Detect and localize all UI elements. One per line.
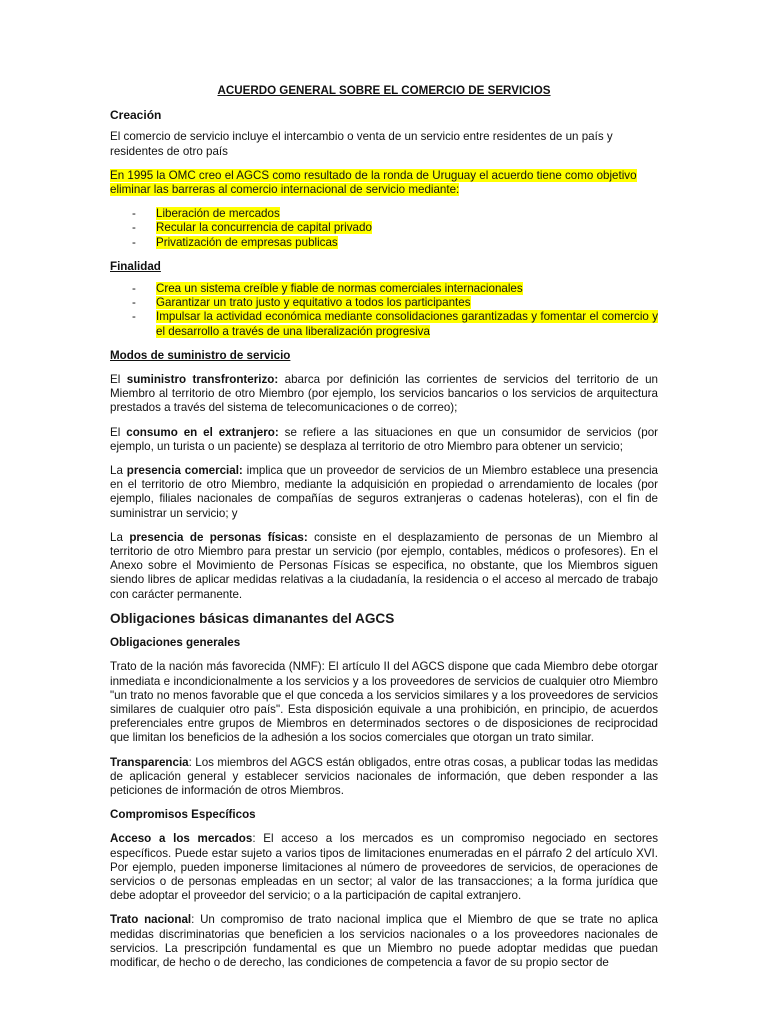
text-body: abarca por definición las corrientes de servicios del territorio de un Miembro al territorio de otro Miembro (por ejemplo, los servicios bancarios o los servicios de arquitectura prestados a través del sistema de telecomunicaciones o de correo); bbox=[110, 373, 659, 415]
paragraph-creacion-1: El comercio de servicio incluye el intercambio o venta de un servicio entre residentes de un país y residentes de otro país bbox=[110, 130, 613, 158]
list-item bbox=[110, 207, 658, 221]
term-bold: presencia comercial: bbox=[126, 464, 243, 478]
heading-modos: Modos de suministro de servicio bbox=[110, 348, 291, 362]
paragraph-nmf: Trato de la nación más favorecida (NMF): El artículo II del AGCS dispone que cada Miembro debe otorgar inmediata e incondicionalmente a los servicios y a los proveedores de servicios de cualquier otro Miembro "un trato no menos favorable que el que conceda a los servicios similares y a los proveedores de servicios similares de cualquier otro país". Esta disposición equivale a una prohibición, en principio, de acuerdos preferenciales entre grupos de Miembros en determinados sectores o de disposiciones de reciprocidad que limitan los beneficios de la adhesión a los socios comerciales que otorgan un trato similar. bbox=[110, 660, 658, 745]
list-item bbox=[110, 282, 658, 296]
list-item-text: Impulsar la actividad económica mediante consolidaciones garantizadas y fomentar el comercio y el desarrollo a través de una liberalización progresiva bbox=[156, 310, 658, 338]
heading-finalidad: Finalidad bbox=[110, 259, 161, 273]
list-item-text: Crea un sistema creíble y fiable de normas comerciales internacionales bbox=[156, 282, 523, 296]
list-item bbox=[110, 236, 658, 250]
dash-bullet: - bbox=[132, 282, 136, 296]
text-body: consiste en el desplazamiento de personas de un Miembro al territorio de otro Miembro para prestar un servicio (por ejemplo, contables, médicos o profesores). En el Anexo sobre el Movimiento de Personas Físicas se especifica, no obstante, que los Miembros siguen siendo libres de aplicar medidas relativas a la ciudadanía, la residencia o el acceso al mercado de trabajo con carácter permanente. bbox=[110, 530, 658, 601]
list-item bbox=[110, 310, 658, 338]
paragraph-transparencia bbox=[110, 756, 658, 799]
text-body: implica que un proveedor de servicios de un Miembro establece una presencia en el territorio de otro Miembro, mediante la adquisición en propiedad o arrendamiento de locales (por ejemplo, filiales nacionales de compañías de seguros extranjeras o cadenas hoteleras), con el fin de suministrar un servicio; y bbox=[110, 464, 658, 520]
document-body bbox=[110, 84, 658, 980]
paragraph-modo-2 bbox=[110, 426, 658, 454]
text-body: se refiere a las situaciones en que un consumidor de servicios (por ejemplo, un turista o un paciente) se desplaza al territorio de otro Miembro para obtener un servicio; bbox=[110, 425, 658, 453]
heading-obligaciones: Obligaciones básicas dimanantes del AGCS bbox=[110, 610, 395, 626]
dash-bullet: - bbox=[132, 221, 136, 235]
text-prefix: El bbox=[110, 373, 127, 387]
list-item bbox=[110, 221, 658, 235]
text-prefix: La bbox=[110, 530, 130, 544]
heading-creacion: Creación bbox=[110, 108, 162, 123]
paragraph-modo-4 bbox=[110, 531, 658, 602]
list-finalidad bbox=[110, 282, 658, 339]
text-body: : El acceso a los mercados es un compromiso negociado en sectores específicos. Puede estar sujeto a varios tipos de limitaciones enumeradas en el párrafo 2 del artículo XVI. Por ejemplo, pueden imponerse limitaciones al número de proveedores de servicios, de operaciones de servicios o de personas empleadas en un sector; al valor de las transacciones; a la forma jurídica que debe adoptar el proveedor del servicio; o a la participación de capital extranjero. bbox=[110, 832, 658, 903]
paragraph-modo-3 bbox=[110, 464, 658, 521]
term-bold: Acceso a los mercados bbox=[110, 832, 253, 846]
dash-bullet: - bbox=[132, 310, 136, 324]
term-bold: consumo en el extranjero: bbox=[126, 425, 279, 439]
paragraph-modo-1 bbox=[110, 373, 658, 416]
dash-bullet: - bbox=[132, 296, 136, 310]
paragraph-trato bbox=[110, 913, 658, 970]
heading-obligaciones-generales: Obligaciones generales bbox=[110, 636, 241, 650]
list-item-text: Privatización de empresas publicas bbox=[156, 235, 338, 249]
highlight-text: En 1995 la OMC creo el AGCS como resultado de la ronda de Uruguay el acuerdo tiene como objetivo eliminar las barreras al comercio internacional de servicio mediante: bbox=[110, 168, 637, 197]
dash-bullet: - bbox=[132, 207, 136, 221]
list-item-text: Garantizar un trato justo y equitativo a todos los participantes bbox=[156, 296, 471, 310]
list-item-text: Recular la concurrencia de capital privado bbox=[156, 221, 372, 235]
dash-bullet: - bbox=[132, 235, 136, 249]
paragraph-acceso bbox=[110, 832, 658, 903]
text-body: : Los miembros del AGCS están obligados, entre otras cosas, a publicar todas las medidas de aplicación general y establecer servicios nacionales de información, que deben responder a las peticiones de información de otros Miembros. bbox=[110, 755, 658, 797]
term-bold: Transparencia bbox=[110, 755, 189, 769]
term-bold: Trato nacional bbox=[110, 913, 192, 927]
list-item bbox=[110, 296, 658, 310]
text-prefix: El bbox=[110, 425, 127, 439]
heading-compromisos: Compromisos Específicos bbox=[110, 808, 256, 822]
paragraph-creacion-2 bbox=[110, 169, 658, 197]
list-creacion bbox=[110, 207, 658, 250]
term-bold: presencia de personas físicas: bbox=[129, 530, 308, 544]
term-bold: suministro transfronterizo: bbox=[126, 373, 279, 387]
list-item-text: Liberación de mercados bbox=[156, 207, 280, 221]
text-body: : Un compromiso de trato nacional implica que el Miembro de que se trate no aplica medidas discriminatorias que beneficien a los servicios nacionales o a los proveedores nacionales de servicios. La prescripción fundamental es que un Miembro no puede adoptar medidas que puedan modificar, de hecho o de derecho, las condiciones de competencia a favor de su propio sector de bbox=[110, 913, 658, 969]
text-prefix: La bbox=[110, 464, 127, 478]
document-title: ACUERDO GENERAL SOBRE EL COMERCIO DE SERVICIOS bbox=[217, 84, 551, 97]
